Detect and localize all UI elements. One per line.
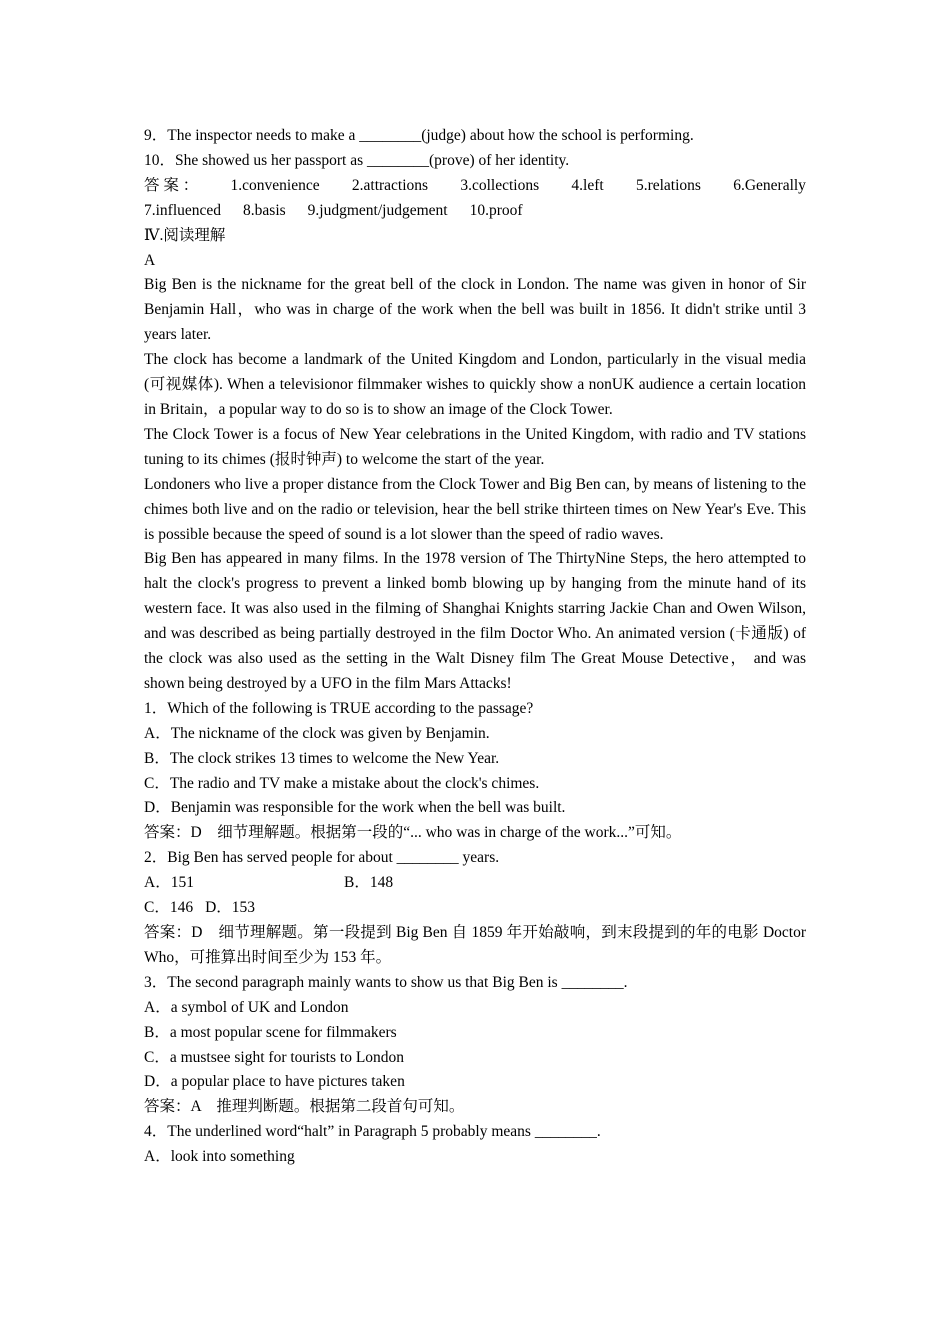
answers-label: 答 案 ： bbox=[144, 176, 199, 194]
answer-item: 2.attractions bbox=[351, 176, 429, 194]
option-d: D．Benjamin was responsible for the work when the bell was built. bbox=[144, 799, 566, 817]
answer-item: 9.judgment/judgement bbox=[307, 201, 448, 219]
document-page bbox=[144, 124, 806, 1170]
passage-paragraph-5: Big Ben has appeared in many films. In the 1978 version of The ThirtyNine Steps, the hero attempted to halt the clock's progress to prevent a linked bomb blowing up by hanging from the minute hand of its western face. It was also used in the filming of Shanghai Knights starring Jackie Chan and Owen Wilson, and was described as being partially destroyed in the film Doctor Who. An animated version (卡通版) of the clock was also used as the setting in the Walt Disney film The Great Mouse Detective， and was shown being destroyed by a UFO in the film Mars Attacks! bbox=[144, 550, 806, 692]
answer-item: 1.convenience bbox=[230, 176, 320, 194]
option-d: D．153 bbox=[205, 899, 256, 917]
answer-item: 10.proof bbox=[469, 201, 523, 219]
question-stem: 2．Big Ben has served people for about ________ years. bbox=[144, 849, 500, 867]
fill-blank-10: 10．She showed us her passport as ________(prove) of her identity. bbox=[144, 151, 570, 169]
question-stem: 3．The second paragraph mainly wants to show us that Big Ben is ________. bbox=[144, 973, 628, 991]
option-d: D．a popular place to have pictures taken bbox=[144, 1073, 405, 1091]
answers-row-2 bbox=[144, 199, 806, 224]
answers-row-1 bbox=[144, 174, 806, 199]
answer-item: 6.Generally bbox=[733, 176, 806, 194]
passage-paragraph-3: The Clock Tower is a focus of New Year celebrations in the United Kingdom, with radio and TV stations tuning to its chimes (报时钟声) to welcome the start of the year. bbox=[144, 425, 806, 468]
option-c: C．146 bbox=[144, 899, 194, 917]
option-a: A．The nickname of the clock was given by Benjamin. bbox=[144, 724, 490, 742]
options-row-ab bbox=[144, 871, 806, 896]
passage-paragraph-2: The clock has become a landmark of the United Kingdom and London, particularly in the visual media (可视媒体). When a televisionor filmmaker wishes to quickly show a nonUK audience a certain location in Britain，a popular way to do so is to show an image of the Clock Tower. bbox=[144, 351, 806, 418]
option-a: A．a symbol of UK and London bbox=[144, 998, 349, 1016]
question-stem: 1．Which of the following is TRUE according to the passage? bbox=[144, 699, 534, 717]
answer-item: 4.left bbox=[571, 176, 604, 194]
option-c: C．The radio and TV make a mistake about the clock's chimes. bbox=[144, 774, 540, 792]
answer-explanation: 答案：D 细节理解题。根据第一段的“... who was in charge of the work...”可知。 bbox=[144, 824, 682, 842]
option-b: B．The clock strikes 13 times to welcome the New Year. bbox=[144, 749, 500, 767]
option-b: B．148 bbox=[344, 874, 394, 892]
question-4 bbox=[144, 1120, 806, 1170]
answers-block bbox=[144, 174, 806, 224]
section-title: Ⅳ.阅读理解 bbox=[144, 226, 226, 244]
question-stem: 4．The underlined word“halt” in Paragraph 5 probably means ________. bbox=[144, 1123, 601, 1141]
answer-item: 3.collections bbox=[460, 176, 540, 194]
question-2 bbox=[144, 846, 806, 971]
option-a: A．151 bbox=[144, 874, 194, 892]
options-row-cd bbox=[144, 896, 806, 921]
fill-blank-9: 9．The inspector needs to make a ________(judge) about how the school is performing. bbox=[144, 127, 694, 144]
question-1 bbox=[144, 697, 806, 846]
passage-paragraph-4: Londoners who live a proper distance from the Clock Tower and Big Ben can, by means of listening to the chimes both live and on the radio or television, hear the bell strike thirteen times on New Year's Eve. This is possible because the speed of sound is a lot slower than the speed of radio waves. bbox=[144, 475, 806, 543]
question-3 bbox=[144, 971, 806, 1120]
answer-explanation: 答案：D 细节理解题。第一段提到 Big Ben 自 1859 年开始敲响，到末段提到的年的电影 Doctor Who，可推算出时间至少为 153 年。 bbox=[144, 924, 806, 966]
option-b: B．a most popular scene for filmmakers bbox=[144, 1023, 397, 1041]
answer-explanation: 答案：A 推理判断题。根据第二段首句可知。 bbox=[144, 1098, 465, 1116]
answer-item: 8.basis bbox=[243, 201, 286, 219]
passage-paragraph-1: Big Ben is the nickname for the great bell of the clock in London. The name was given in honor of Sir Benjamin Hall，who was in charge of the work when the bell was built in 1856. It didn't strike until 3 years later. bbox=[144, 276, 806, 344]
answer-item: 7.influenced bbox=[144, 201, 222, 219]
option-a: A．look into something bbox=[144, 1148, 295, 1166]
passage-label: A bbox=[144, 251, 156, 269]
answer-item: 5.relations bbox=[635, 176, 701, 194]
option-c: C．a mustsee sight for tourists to London bbox=[144, 1048, 405, 1066]
